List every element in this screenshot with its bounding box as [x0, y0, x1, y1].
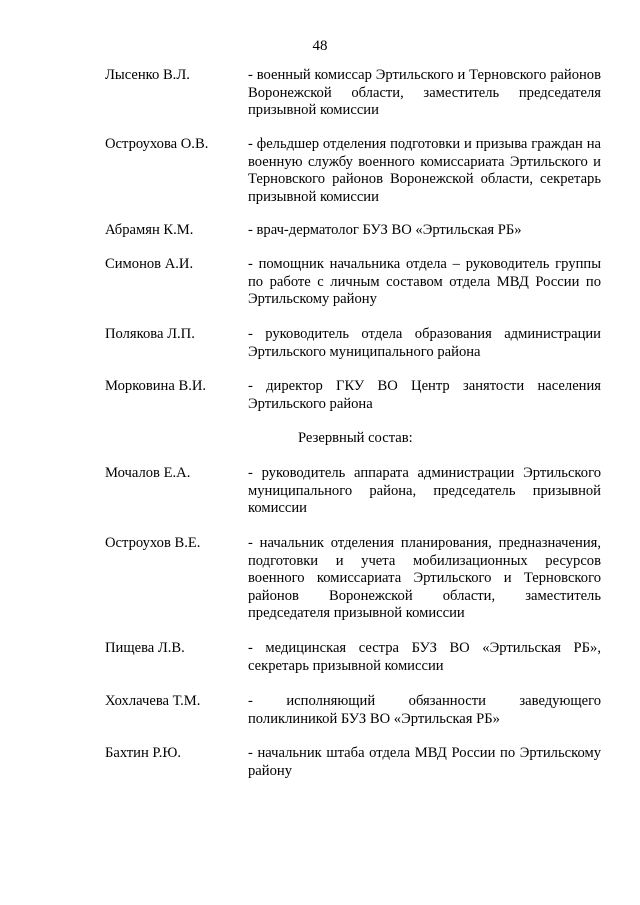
- member-name: Хохлачева Т.М.: [105, 693, 201, 709]
- member-role: - исполняющий обязанности заведующего поликлиникой БУЗ ВО «Эртильская РБ»: [248, 693, 601, 727]
- member-name: Морковина В.И.: [105, 378, 207, 394]
- member-role: - директор ГКУ ВО Центр занятости населения Эртильского района: [248, 378, 601, 412]
- member-name: Абрамян К.М.: [105, 222, 194, 238]
- member-role: - помощник начальника отдела – руководитель группы по работе с личным составом отдела МВД России по Эртильскому району: [248, 256, 601, 308]
- member-name: Симонов А.И.: [105, 256, 194, 272]
- member-role: - руководитель отдела образования администрации Эртильского муниципального района: [248, 326, 601, 360]
- member-role: - фельдшер отделения подготовки и призыва граждан на военную службу военного комиссариата Эртильского и Терновского районов Воронежской области, секретарь призывной комиссии: [248, 136, 601, 205]
- page-number: 48: [312, 38, 328, 54]
- member-name: Остроухов В.Е.: [105, 535, 201, 551]
- member-role: - врач-дерматолог БУЗ ВО «Эртильская РБ»: [248, 222, 522, 238]
- member-name: Лысенко В.Л.: [105, 67, 190, 83]
- member-role: - руководитель аппарата администрации Эртильского муниципального района, председатель призывной комиссии: [248, 465, 601, 517]
- reserve-heading: Резервный состав:: [298, 430, 413, 446]
- member-role: - медицинская сестра БУЗ ВО «Эртильская РБ», секретарь призывной комиссии: [248, 640, 601, 674]
- member-name: Бахтин Р.Ю.: [105, 745, 182, 761]
- member-name: Мочалов Е.А.: [105, 465, 191, 481]
- member-role: - начальник отделения планирования, предназначения, подготовки и учета мобилизационных ресурсов военного комиссариата Эртильского и Терновского районов Воронежской области, заместитель председателя призывной комиссии: [248, 535, 601, 622]
- member-role: - военный комиссар Эртильского и Терновского районов Воронежской области, заместитель председателя призывной комиссии: [248, 67, 601, 119]
- member-name: Остроухова О.В.: [105, 136, 209, 152]
- member-role: - начальник штаба отдела МВД России по Эртильскому району: [248, 745, 601, 779]
- member-name: Пищева Л.В.: [105, 640, 185, 656]
- member-name: Полякова Л.П.: [105, 326, 195, 342]
